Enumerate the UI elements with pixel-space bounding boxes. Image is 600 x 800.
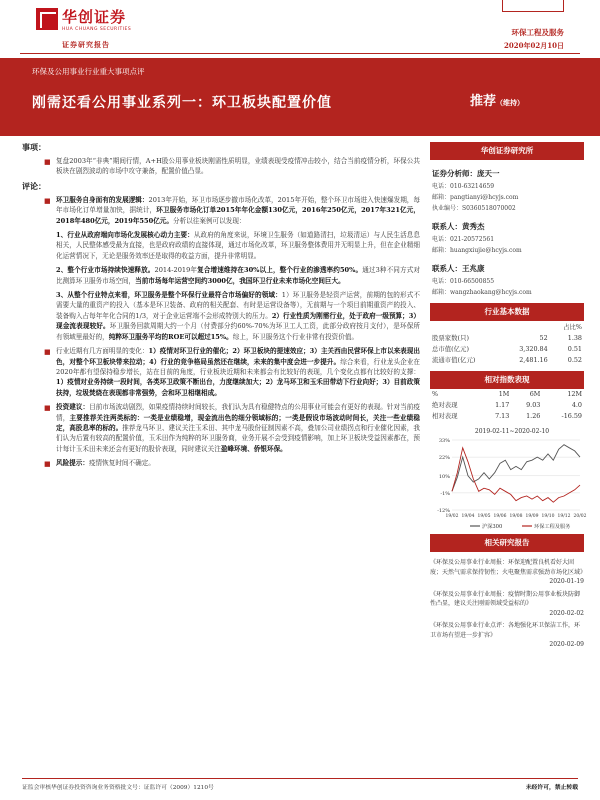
title-banner [0, 58, 600, 136]
analyst-1-name: 证券分析师：庞天一 [432, 169, 500, 178]
chart-y-tick-label: 22% [438, 455, 450, 462]
row-pct: 0.51 [567, 344, 582, 353]
analyst-1-phone: 电话：010-63214659 [432, 183, 495, 190]
report-title: 刚需还看公用事业系列一：环卫板块配置价值 [32, 95, 332, 111]
comments-label: 评论： [22, 180, 46, 191]
p5-text-a: 行业近期有几方面明显的变化： [56, 347, 149, 356]
footer-license: 证监会审核华创证券投资咨询业务资格批文号：证监许可（2009）1210号 [22, 785, 214, 791]
rating [470, 90, 524, 109]
chart-y-tick-label: 10% [438, 473, 450, 480]
row-label: 相对表现 [432, 412, 458, 420]
p4-bold3: 纯粹环卫服务平均的ROE可以超过15%。 [108, 332, 233, 341]
related-report-date: 2020-01-19 [549, 578, 584, 585]
bullet-icon: ■ [44, 404, 51, 413]
analyst-2-name: 联系人：黄秀杰 [432, 222, 485, 231]
comment-paragraph-4 [22, 290, 420, 342]
bullet-icon: ■ [44, 348, 51, 357]
related-report-title[interactable]: 《环保及公用事业行业周报：疫情时期公用事业板块防御性凸显，建议关注刚需领域受益标的》 [430, 590, 581, 607]
chart-legend-label: 环保工程及服务 [534, 524, 571, 530]
row-pct: 0.52 [567, 355, 582, 364]
related-report-title[interactable]: 《环保及公用事业行业周报：环保迎配置良机看好大固废；天然气需求保持韧性；火电聚焦需求强劲市场化区域》 [430, 559, 587, 576]
logo-english-name: HUA CHUANG SECURITIES [62, 27, 132, 32]
logo-mark-icon [36, 8, 58, 30]
chart-x-tick-label: 19/05 [477, 514, 491, 519]
row-label: 股票家数(只) [432, 334, 469, 342]
chart-x-tick-label: 20/02 [573, 514, 587, 519]
p3-text-b: 通过3种不同方式对比测算环卫服务市场空间， [56, 266, 420, 285]
bullet-icon: ■ [44, 158, 51, 166]
p6-bold: 投资建议： [56, 403, 90, 412]
row-value: 1.17 [495, 400, 510, 409]
p4-text-c: 综上，环卫服务这个行业非常有投资价值。 [232, 332, 359, 341]
row-value: 4.0 [571, 400, 582, 409]
analyst-1-email: 邮箱：pangtianyi@hcyjs.com [432, 194, 519, 201]
basic-header-pct: 占比% [563, 323, 582, 331]
table-row [430, 332, 584, 343]
institute-header: 华创证券研究所 [430, 142, 584, 160]
table-row [430, 399, 584, 410]
p7-text: 疫情恢复时间不确定。 [88, 459, 155, 468]
p5-bold2: 1）疫情对业务持续一段时间，各类环卫政策不断出台，力度继续加大；2）龙马环卫和玉禾田带动下行业向好；3）目前政策扶持，垃圾焚烧在表现都非常强势，会和环卫相继相成。 [56, 378, 420, 397]
related-report-item[interactable] [430, 558, 587, 587]
table-row [430, 343, 584, 354]
sector-name: 环保工程及服务 [511, 28, 564, 37]
p5-bold: 1）疫情对环卫行业的催化；2）环卫板块的提速效应；3）主关西由民营环保上市以来表现出色，对整个环卫板块带来拉动；4）行业的竞争格局虽然还在继续，未来的集中度会进一步提升。 [56, 347, 420, 366]
investment-advice [22, 402, 420, 454]
p6-text-a: 目前市场波动剧烈，如果疫情持续时间较长，我们认为具有稳健特点的公用事业可能会有更好的表现。针对当前疫情， [56, 403, 420, 422]
analyst-3-name: 联系人：王兆康 [432, 264, 485, 273]
perf-col: 12M [567, 390, 582, 398]
p2-bold: 1、行业从政府端向市场化发展核心动力主要： [56, 231, 194, 240]
comment-paragraph-5 [22, 346, 420, 398]
row-value: -16.59 [561, 411, 582, 420]
report-type: 证券研究报告 [62, 40, 110, 49]
perf-col: 1M [498, 390, 510, 398]
comment-paragraph-2 [22, 230, 420, 261]
p1-bold: 环卫服务自身面有的发展逻辑： [56, 195, 149, 204]
rating-note: （维持） [496, 98, 524, 107]
comment-paragraph-3 [22, 265, 420, 286]
p4-bold2: 2）行业性质为刚需行业，处于政府一级预算；3）现金流表现较好。 [56, 311, 420, 331]
performance-chart-svg [430, 424, 587, 534]
performance-chart [430, 424, 587, 534]
basic-data-table [430, 321, 584, 365]
chart-y-tick-label: 33% [438, 438, 450, 444]
row-label: 绝对表现 [432, 401, 458, 409]
page-footer [22, 778, 578, 791]
chart-series-line [452, 445, 580, 492]
events-paragraph [22, 156, 420, 177]
events-label: 事项： [22, 142, 46, 152]
perf-col: % [432, 390, 439, 398]
p1-text-a: 2013年开始，环卫市场逐步撤市场化改革，2015年开始，整个环卫市场进入快速爆发期，每年市场化订单增量加快，据统计， [56, 195, 421, 215]
table-row [430, 354, 584, 365]
performance-table [430, 389, 584, 421]
comment-paragraph-1 [22, 195, 420, 226]
chart-y-tick-label: -12% [437, 508, 450, 514]
bullet-icon: ■ [44, 460, 51, 469]
events-text: 复盘2003年“非典”期间行情，A+H股公用事业板块刚需性质明显，业绩表现受疫情冲击较小，结合当前疫情分析，环保公共板块在剧烈波动的市场中攻守兼备，配置价值凸显。 [56, 157, 420, 176]
row-label: 总市值(亿元) [432, 345, 469, 353]
chart-x-tick-label: 19/08 [509, 514, 523, 519]
rating-value: 推荐 [469, 94, 496, 109]
row-value: 52 [539, 333, 548, 342]
p6-text-b: 推荐龙马环卫、建议关注玉禾田、其中龙马股份征制因素不高，叠加公司业绩拐点和行业催化因素，我们认为后置有较高的配置价值，玉禾田作为纯粹的环卫服务商，业务开展不会受到疫情影响，加上环卫板块受益因素都在，预计每计玉禾田未来还会有更好的股价表现，同时建议关注 [56, 423, 420, 453]
chart-x-tick-label: 19/06 [493, 514, 507, 519]
chart-x-tick-label: 19/02 [445, 514, 459, 519]
p2-text: 从政府的角度来说，环境卫生服务（如道路清扫，垃圾清运）与人民生活息息相关，人民整体感受最为直接，也是政府政绩的直接体现，通过市场化改革，环卫服务整体费用并无明显上升，但在企业精细化运营情况下，无论是服务效率还是取得的收益方面，提升非常明显。 [56, 231, 420, 260]
row-value: 3,320.84 [519, 344, 548, 353]
p1-bold2: 环卫服务市场化订单2015年年化金额130亿元，2016年250亿元，2017年321亿元，2018年480亿元，2019年550亿元。 [56, 206, 420, 225]
chart-x-tick-label: 19/09 [525, 514, 539, 519]
p4-bold: 3、从整个行业特点来看，环卫服务是整个环保行业最符合市场偏好的领域： [56, 291, 282, 300]
p3-bold: 2、整个行业市场持续快速释放。 [56, 266, 155, 275]
analyst-3-phone: 电话：010-66500855 [432, 278, 495, 285]
row-value: 7.13 [495, 411, 510, 420]
related-report-title[interactable]: 《环保及公用事业行业点评：各地强化环卫保洁工作，环卫市场有望进一步扩容》 [430, 622, 581, 639]
company-logo [36, 6, 131, 32]
analyst-3-email: 邮箱：wangzhaokang@hcyjs.com [432, 289, 532, 296]
bullet-icon: ■ [44, 196, 51, 205]
report-date: 2020年02月10日 [504, 41, 564, 50]
p1-text-b: 分析以往案例可以发现： [172, 216, 246, 225]
p3-bold3: 当前市场每年运营空间约3000亿，我国环卫行业未来市场化空间巨大。 [135, 276, 345, 285]
related-reports-header: 相关研究报告 [430, 534, 584, 552]
header-tab-decoration [502, 0, 564, 12]
analyst-2-email: 邮箱：huangxiujie@hcyjs.com [432, 247, 522, 254]
basic-data-header: 行业基本数据 [430, 303, 584, 321]
related-report-item[interactable] [430, 621, 584, 650]
header-divider [20, 53, 580, 54]
risk-warning [22, 458, 420, 468]
row-pct: 1.38 [567, 333, 582, 342]
footer-copyright: 未经许可，禁止转载 [525, 785, 578, 791]
analyst-1-cert: 执业编号：S0360518070002 [432, 205, 516, 212]
p3-text-a: 2014-2019年 [154, 266, 198, 275]
p4-text-b: 环卫服务回款周期大约一个月（付费部分约60%-70%为环卫工人工资，此部分政府按月支付），是环保所有领域里最好的， [56, 322, 421, 341]
p6-bold3: 盈峰环境、侨银环保。 [220, 444, 287, 453]
p5-text-b: 综合来看，行业龙头企业在2020年都有望保持稳步增长，站在目前的角度，行业板块近期和未来都会有比较好的表现，几个变化点都有比较好的支撑： [56, 357, 421, 376]
related-report-date: 2020-02-02 [549, 609, 584, 617]
p4-text-a: 1）环卫服务是轻资产运营，前期的包的形式不需要大量的重资产的投入（基本是环卫装备、政府的相关配套、有时是运营设备等），无前期与一个项目前期重资产的投入、装备购入占每年年化合同的1/3，对于企业运营端不会形成特别大的压力。 [56, 291, 420, 320]
chart-x-tick-label: 19/12 [557, 514, 571, 519]
p7-bold: 风险提示： [56, 459, 89, 468]
report-category: 环保及公用事业行业重大事项点评 [32, 67, 145, 76]
main-content [22, 142, 420, 473]
p3-bold2: 复合增速维持在30%以上，整个行业的渗透率约50%。 [197, 266, 363, 275]
chart-x-tick-label: 19/10 [541, 514, 555, 519]
perf-col: 6M [529, 390, 541, 398]
related-report-item[interactable] [430, 590, 584, 619]
row-value: 1.26 [526, 411, 541, 420]
row-label: 流通市值(亿元) [432, 356, 476, 364]
sidebar [430, 142, 587, 653]
row-value: 2,481.16 [519, 355, 548, 364]
related-report-date: 2020-02-09 [549, 641, 584, 648]
chart-y-tick-label: -1% [440, 490, 450, 497]
table-row [430, 410, 584, 421]
chart-title: 2019-02-11~2020-02-10 [474, 428, 550, 435]
chart-legend-label: 沪深300 [482, 524, 503, 530]
analyst-2-phone: 电话：021-20572561 [432, 236, 495, 243]
performance-header: 相对指数表现 [430, 371, 584, 389]
related-reports-list [430, 558, 587, 650]
p6-bold2: 主要推荐关注两类标的：一类是业绩稳增，现金流出色的细分领域标的；一类是假设市场波动时间长，关注一些业绩稳定，高股息率的标的。 [56, 413, 421, 432]
chart-series-line [452, 448, 580, 502]
logo-chinese-name: 华创证券 [62, 8, 127, 26]
row-value: 9.03 [526, 400, 541, 409]
chart-x-tick-label: 19/04 [461, 514, 475, 519]
